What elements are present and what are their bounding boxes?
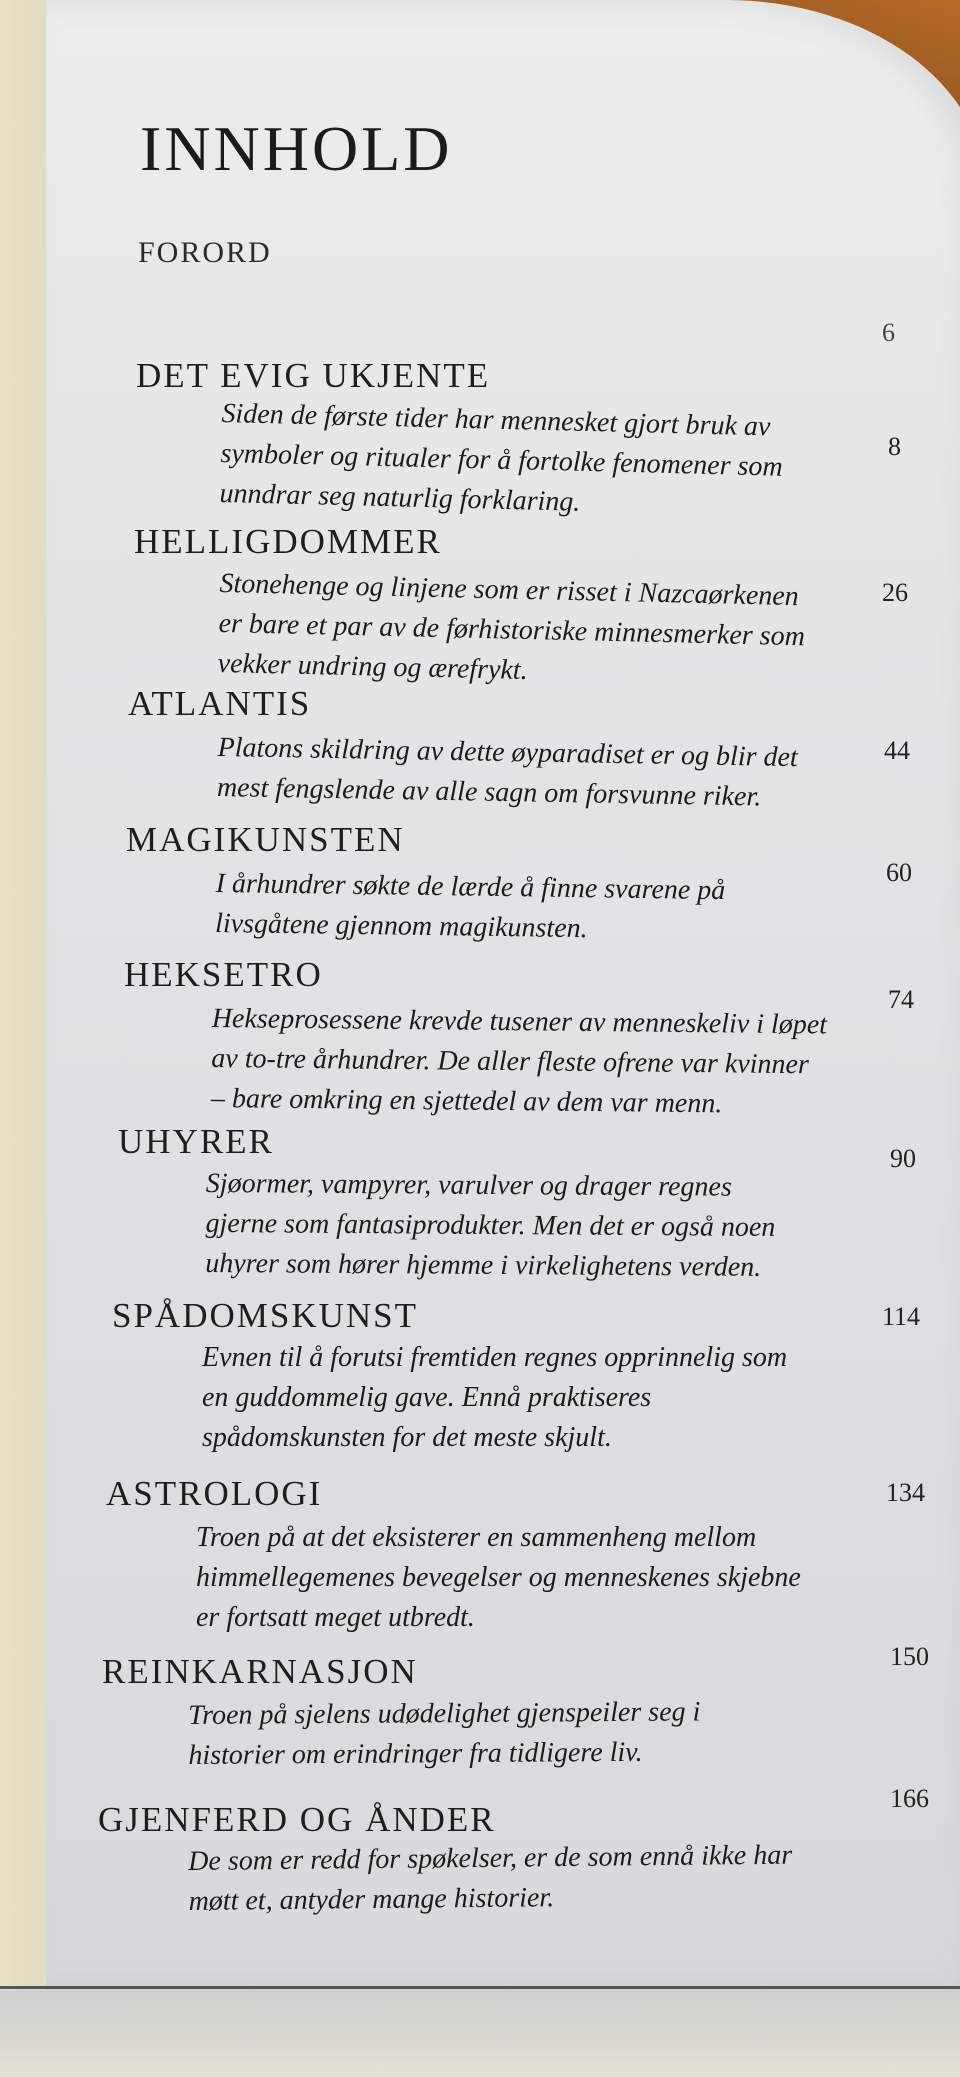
toc-page-number: 8 (888, 432, 901, 461)
toc-description: Troen på at det eksisterer en sammenheng mellom himmellegemenes bevegelser og menneskenes skjebne er fortsatt meget utbredt. (196, 1522, 801, 1633)
toc-page-number: 60 (886, 858, 912, 887)
toc-description: Evnen til å forutsi fremtiden regnes opprinnelig som en guddommelig gave. Ennå praktiseres spådomskunsten for det meste skjult. (202, 1342, 788, 1453)
toc-heading: ASTROLOGI (106, 1474, 323, 1513)
toc-page-number: 134 (886, 1478, 925, 1507)
toc-page-number: 26 (882, 578, 908, 607)
toc-heading: ATLANTIS (128, 684, 312, 723)
toc-page-number: 166 (890, 1784, 929, 1813)
toc-heading: HELLIGDOMMER (134, 522, 442, 561)
toc-description: Hekseprosessene krevde tusener av menneskeliv i løpet av to-tre århundrer. De aller fleste ofrene var kvinner – bare omkring en sjettedel av dem var menn. (210, 1002, 828, 1120)
preface-heading: FORORD (138, 236, 272, 269)
bottom-rule (0, 1986, 960, 1989)
toc-page-number: 74 (888, 985, 914, 1014)
toc-heading: DET EVIG UKJENTE (136, 356, 491, 395)
toc-page-number: 150 (890, 1642, 929, 1671)
page-below (0, 1990, 960, 2077)
toc-heading: GJENFERD OG ÅNDER (98, 1800, 496, 1839)
toc-description: Troen på sjelens udødelighet gjenspeiler seg i historier om erindringer fra tidligere liv. (188, 1696, 701, 1771)
toc-description: Platons skildring av dette øyparadiset er og blir det mest fengslende av alle sagn om forsvunne riker. (216, 731, 798, 813)
toc-page-number: 114 (882, 1302, 921, 1331)
toc-description: Siden de første tider har mennesket gjort bruk av symboler og ritualer for å fortolke fenomener som unndrar seg naturlig forklaring. (219, 397, 784, 518)
toc-heading: HEKSETRO (124, 955, 323, 994)
toc-heading: REINKARNASJON (102, 1652, 418, 1691)
toc-heading: MAGIKUNSTEN (126, 820, 405, 859)
toc-heading: UHYRER (118, 1122, 274, 1161)
toc-heading: SPÅDOMSKUNST (112, 1296, 419, 1335)
toc-description: De som er redd for spøkelser, er de som ennå ikke har møtt et, antyder mange historier. (188, 1839, 793, 1917)
preface-page-number: 6 (882, 318, 895, 347)
toc-description: Stonehenge og linjene som er risset i Nazcaørkenen er bare et par av de førhistoriske minnesmerker som vekker undring og ærefrykt. (217, 567, 806, 687)
toc-page-number: 90 (890, 1144, 916, 1173)
page-title: INNHOLD (140, 113, 453, 184)
toc-description: I århundrer søkte de lærde å finne svarene på livsgåtene gjennom magikunsten. (214, 867, 726, 945)
toc-description: Sjøormer, vampyrer, varulver og drager regnes gjerne som fantasiprodukter. Men det er også noen uhyrer som hører hjemme i virkelighetens verden. (205, 1167, 776, 1283)
toc-page-number: 44 (884, 736, 910, 765)
